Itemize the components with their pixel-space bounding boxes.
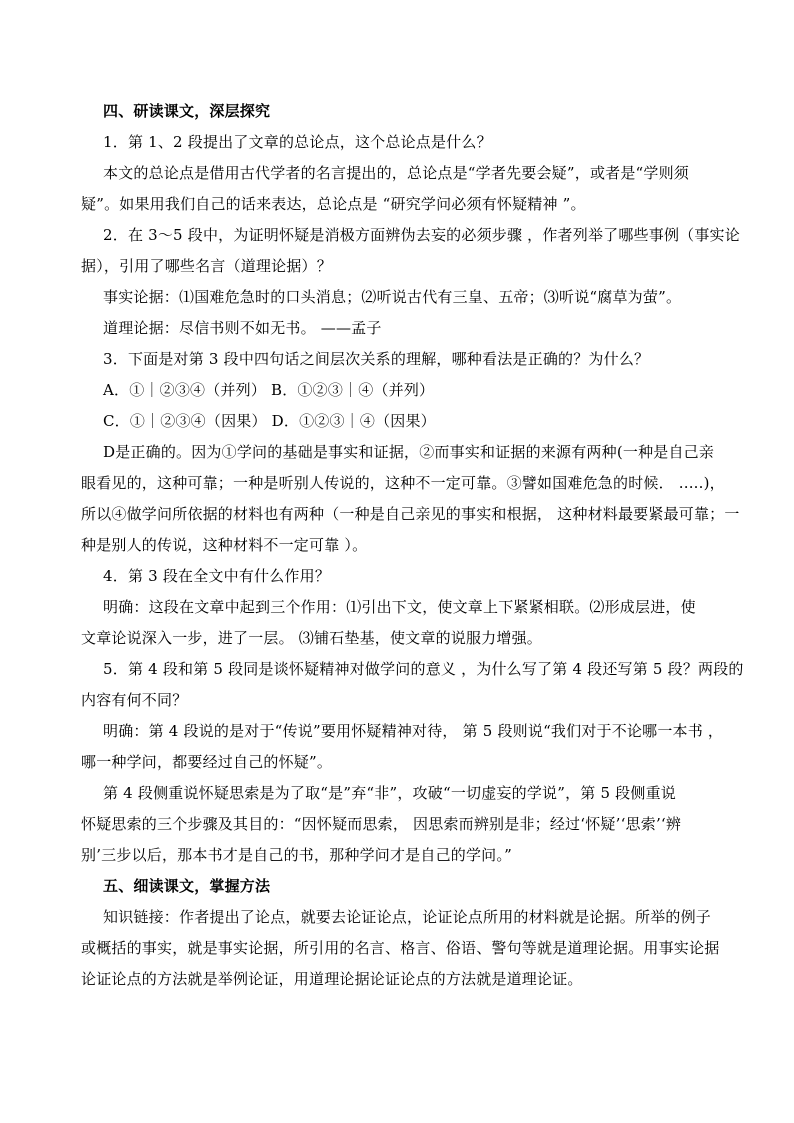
answer-1-line-1: 本文的总论点是借用古代学者的名言提出的，总论点是“学者先要会疑”，或者是“学则须: [103, 164, 690, 182]
answer-5b-line-3: 别’三步以后，那本书才是自己的书，那种学问才是自己的学问。”: [81, 846, 512, 864]
answer-3-line-2: 眼看见的，这种可靠；一种是听别人传说的，这种不一定可靠。③譬如国难危急的时候． .....)，: [81, 474, 725, 492]
question-5-line-2: 内容有何不同？: [81, 691, 188, 709]
answer-5b-line-1: 第 4 段侧重说怀疑思索是为了取“是”弃“非”，攻破“一切虚妄的学说”，第 5 段侧重说: [103, 784, 676, 802]
document-body: [81, 96, 744, 995]
question-4: 4．第 3 段在全文中有什么作用？: [103, 567, 331, 585]
answer-3-line-3: 所以④做学问所依据的材料也有两种（一种是自己亲见的事实和根据， 这种材料最要紧最可靠；一: [81, 505, 740, 523]
answer-4-line-2: 文章论说深入一步，进了一层。 ⑶铺石垫基，使文章的说服力增强。: [81, 629, 542, 647]
question-3: 3．下面是对第 3 段中四句话之间层次关系的理解，哪种看法是正确的？为什么？: [103, 350, 650, 368]
question-1: 1．第 1、2 段提出了文章的总论点，这个总论点是什么？: [103, 133, 492, 151]
answer-2-reason-evidence: 道理论据：尽信书则不如无书。 ——孟子: [103, 319, 382, 337]
answer-3-line-4: 种是别人的传说，这种材料不一定可靠 ）。: [81, 536, 368, 554]
answer-4-line-1: 明确：这段在文章中起到三个作用：⑴引出下文，使文章上下紧紧相联。⑵形成层进，使: [103, 598, 696, 616]
answer-3-line-1: D是正确的。因为①学问的基础是事实和证据，②而事实和证据的来源有两种(一种是自己亲: [103, 443, 715, 461]
answer-5a-line-1: 明确：第 4 段说的是对于“传说”要用怀疑精神对待， 第 5 段则说“我们对于不论哪一本书 ，: [103, 722, 724, 740]
answer-2-fact-evidence: 事实论据：⑴国难危急时的口头消息；⑵听说古代有三皇、五帝；⑶听说“腐草为萤”。: [103, 288, 682, 306]
question-3-options-ab: A．①｜②③④（并列） B．①②③｜④（并列）: [103, 381, 435, 399]
answer-5a-line-2: 哪一种学问，都要经过自己的怀疑”。: [81, 753, 333, 771]
answer-1-line-2: 疑”。如果用我们自己的话来表达，总论点是 “研究学问必须有怀疑精神 ”。: [81, 195, 586, 213]
question-3-options-cd: C．①｜②③④（因果） D．①②③｜④（因果）: [103, 412, 436, 430]
question-2-line-1: 2．在 3～5 段中，为证明怀疑是消极方面辨伪去妄的必须步骤 ，作者列举了哪些事例（事实论: [103, 226, 740, 244]
knowledge-link-line-3: 论证论点的方法就是举例论证，用道理论据论证论点的方法就是道理论证。: [81, 970, 583, 988]
knowledge-link-line-1: 知识链接：作者提出了论点，就要去论证论点，论证论点所用的材料就是论据。所举的例子: [103, 908, 712, 926]
section-four-heading: 四、研读课文，深层探究: [103, 102, 271, 120]
question-5-line-1: 5．第 4 段和第 5 段同是谈怀疑精神对做学问的意义 ，为什么写了第 4 段还写第 5 段？两段的: [103, 660, 744, 678]
question-2-line-2: 据），引用了哪些名言（道理论据）？: [81, 257, 332, 275]
answer-5b-line-2: 怀疑思索的三个步骤及其目的：“因怀疑而思索， 因思索而辨别是非；经过‘怀疑’‘思索’‘辨: [81, 815, 682, 833]
knowledge-link-line-2: 或概括的事实，就是事实论据，所引用的名言、格言、俗语、警句等就是道理论据。用事实论据: [81, 939, 720, 957]
section-five-heading: 五、细读课文，掌握方法: [103, 877, 271, 895]
